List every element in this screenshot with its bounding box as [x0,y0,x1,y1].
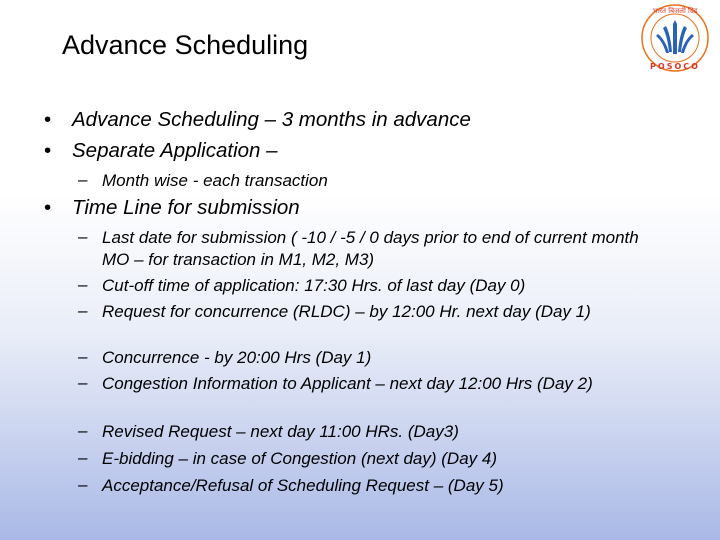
sub-bullet-text: Last date for submission ( -10 / -5 / 0 days prior to end of current month MO – for transaction in M1, M2, M3) [102,228,639,269]
sub-bullet-text: Request for concurrence (RLDC) – by 12:00 Hr. next day (Day 1) [102,302,591,321]
sub-bullet-text: Month wise - each transaction [102,171,328,190]
logo-top-text: भारत बिजली ग्रिड [652,7,698,15]
sub-bullet-text: E-bidding – in case of Congestion (next day) (Day 4) [102,449,497,468]
bullet-text: Advance Scheduling – 3 months in advance [72,108,471,131]
sub-bullet-marker: – [78,227,88,246]
sub-bullet-marker: – [78,301,88,320]
slide-title: Advance Scheduling [62,30,309,60]
sub-bullet-marker: – [78,170,88,189]
sub-bullet-marker: – [78,347,88,366]
logo-bottom-text: POSOCO [650,62,700,71]
bullet-marker: • [44,108,52,131]
bullet-marker: • [44,196,52,219]
sub-bullet-text: Acceptance/Refusal of Scheduling Request – (Day 5) [102,476,504,495]
sub-bullet-marker: – [78,421,88,440]
sub-bullet-marker: – [78,475,88,494]
sub-bullet-marker: – [78,448,88,467]
sub-bullet-text: Concurrence - by 20:00 Hrs (Day 1) [102,348,372,367]
bullet-text: Separate Application – [72,139,278,162]
sub-bullet-marker: – [78,275,88,294]
sub-bullet-text: Congestion Information to Applicant – next day 12:00 Hrs (Day 2) [102,374,593,393]
sub-bullet-text: Revised Request – next day 11:00 HRs. (Day3) [102,422,459,441]
sub-bullet-text: Cut-off time of application: 17:30 Hrs. of last day (Day 0) [102,276,526,295]
bullet-marker: • [44,139,52,162]
sub-bullet-marker: – [78,373,88,392]
bullet-text: Time Line for submission [72,196,300,219]
